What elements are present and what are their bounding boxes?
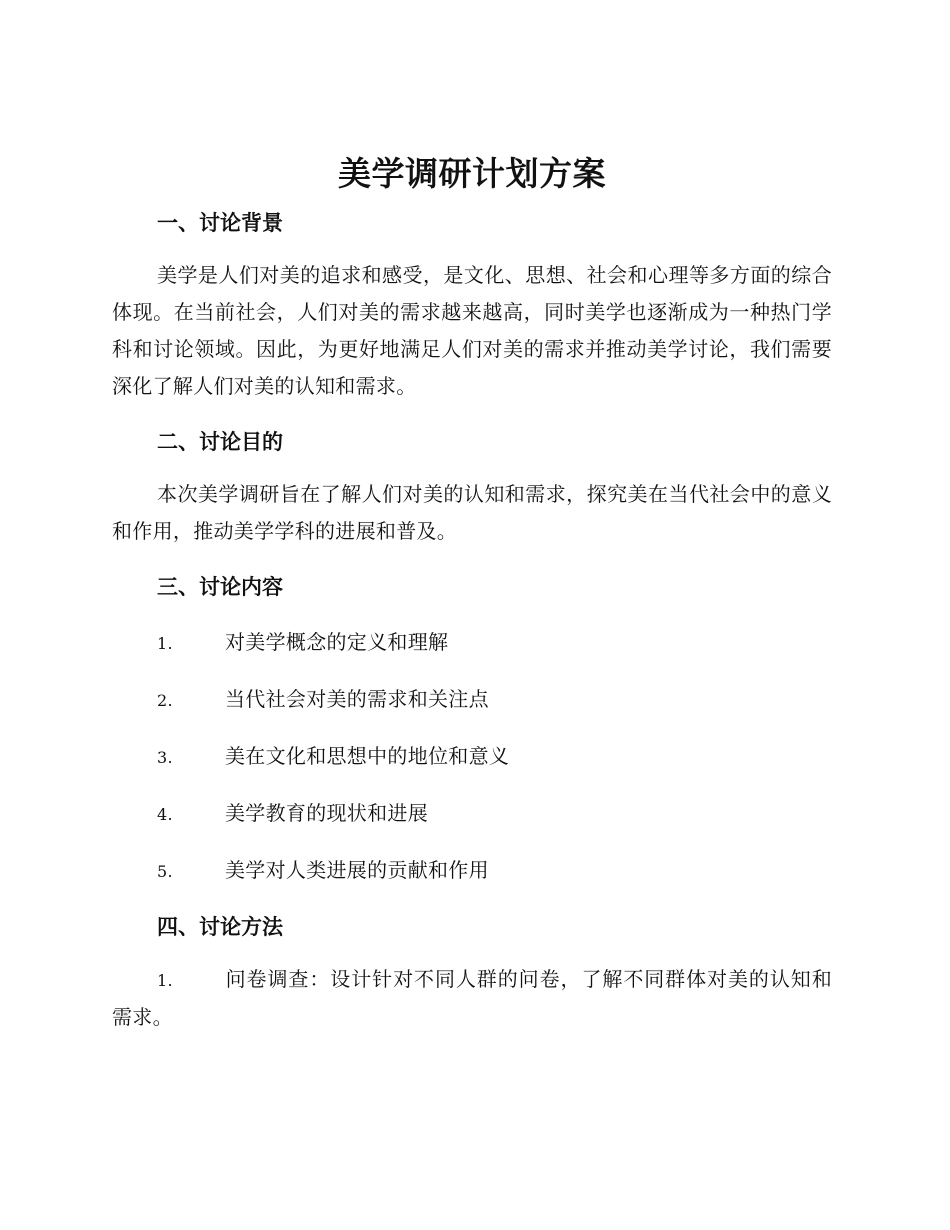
section-heading-method: 四、讨论方法 — [157, 915, 283, 939]
list-item-number: 3. — [157, 748, 173, 767]
list-item-number: 1. — [157, 634, 173, 653]
list-item-number: 4. — [157, 805, 173, 824]
method-item-number: 1. — [157, 971, 173, 990]
method-item-text: 问卷调查：设计针对不同人群的问卷，了解不同群体对美的认知和需求。 — [112, 967, 832, 1029]
list-item-text: 美学教育的现状和进展 — [225, 801, 428, 825]
list-item-text: 对美学概念的定义和理解 — [225, 630, 449, 654]
document-title: 美学调研计划方案 — [338, 154, 606, 193]
list-item — [112, 627, 832, 659]
section-heading-content: 三、讨论内容 — [157, 575, 283, 599]
list-item-number: 5. — [157, 862, 173, 881]
list-item — [112, 741, 832, 773]
background-paragraph: 美学是人们对美的追求和感受，是文化、思想、社会和心理等多方面的综合体现。在当前社会，人们对美的需求越来越高，同时美学也逐渐成为一种热门学科和讨论领域。因此，为更好地满足人们对美的需求并推动美学讨论，我们需要深化了解人们对美的认知和需求。 — [112, 263, 832, 398]
document-body — [112, 150, 832, 1036]
list-item — [112, 798, 832, 830]
list-item-text: 当代社会对美的需求和关注点 — [225, 687, 489, 711]
list-item-text: 美学对人类进展的贡献和作用 — [225, 858, 489, 882]
list-item-text: 美在文化和思想中的地位和意义 — [225, 744, 510, 768]
list-item-number: 2. — [157, 691, 173, 710]
purpose-paragraph: 本次美学调研旨在了解人们对美的认知和需求，探究美在当代社会中的意义和作用，推动美学学科的进展和普及。 — [112, 482, 832, 543]
list-item — [112, 855, 832, 887]
method-item — [112, 961, 832, 1036]
content-list — [112, 627, 832, 887]
list-item — [112, 684, 832, 716]
section-heading-background: 一、讨论背景 — [157, 211, 283, 235]
section-heading-purpose: 二、讨论目的 — [157, 430, 283, 454]
